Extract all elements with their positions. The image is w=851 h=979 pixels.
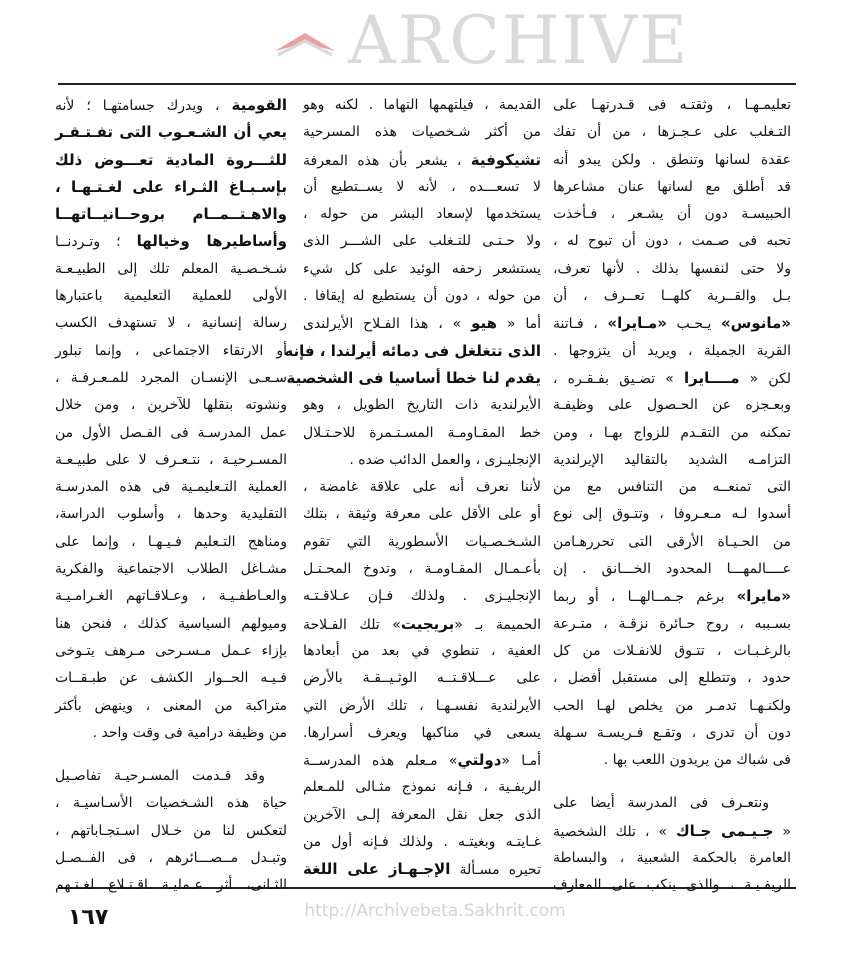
text: أما « — [497, 316, 541, 333]
text-line — [303, 201, 541, 228]
text: والعـاطفـيـة ، وعـلاقـاتهم الغـرامـيـة — [55, 588, 287, 605]
text: ولا حـتـى للتـغلب على الشـــر الذى — [303, 233, 541, 250]
text: رسالة إنسانية ، لا تستهدف الكسب — [55, 315, 287, 332]
text-line — [55, 556, 287, 583]
text: ، ويدرك جسامتهـا ؛ لأنه — [55, 98, 232, 114]
text-line — [55, 228, 287, 255]
bold-text: وأساطيرها وخيالها — [136, 232, 288, 251]
text: ونتعـرف فى المدرسة أيضا على — [553, 795, 769, 812]
text: بسـببه ، روح حـائرة نزقـة ، متـرعة — [553, 615, 791, 632]
text-line — [55, 92, 287, 119]
text: الحميمة بـ « — [454, 616, 541, 633]
bold-text: للثـــروة المادية تعـــوض ذلك — [55, 150, 287, 169]
text: العملية التـعليمـية فى هذه المدرسـة — [55, 479, 287, 496]
text-line — [55, 310, 287, 337]
bold-text: دولتي — [457, 751, 502, 770]
text-line — [303, 693, 541, 720]
text: وقد قـدمت المسـرحيـة تفاصـيل — [55, 768, 265, 785]
bold-text: تشيكوفية — [470, 150, 541, 169]
text: وتبـدل مــصـــائرهم ، فى الفــصـل — [55, 850, 287, 867]
text-line — [55, 720, 287, 747]
text-line — [55, 763, 287, 790]
text: قد أطلق مع لسانها عنان مشاعرها — [553, 178, 791, 195]
text-line — [303, 611, 541, 638]
text-line — [55, 338, 287, 365]
text-line — [303, 747, 541, 774]
text-line — [553, 392, 791, 419]
text: عقدة لسانها وتنطق . ولكن يبدو أنه — [553, 151, 791, 168]
text: ، فـاتنة — [553, 316, 608, 333]
text-line — [303, 802, 541, 829]
text-line — [303, 856, 541, 883]
text: دون أن تدرى ، وتقـع فـريسـة سـهلة — [553, 724, 791, 741]
bold-text: والاهـتــمــام بروحــانيــاتهــا — [55, 205, 287, 224]
text-line — [303, 720, 541, 747]
text: الحبيسـة دون أن يشـعر ، فـأخذت — [553, 206, 791, 223]
text-line — [553, 611, 791, 638]
text: من الحـيـاة الأرقى التى تحررهـامن — [553, 533, 791, 550]
text: حياة هذه الشـخصيات الأسـاسيـة ، — [55, 795, 287, 812]
text-line — [55, 474, 287, 501]
column-right — [553, 92, 791, 900]
text: الأولى للعملية التعليمية باعتبارها — [55, 288, 287, 305]
text-line — [303, 556, 541, 583]
text-line — [553, 529, 791, 556]
text: تمكنه من التقـدم للزواج بهـا ، ومن — [553, 424, 791, 441]
text: الأيرلندية ذات التاريخ الطويل ، وهو — [303, 397, 541, 414]
text: وميولهم السياسية كذلك ، فنحن هنا — [55, 615, 287, 632]
text: المسـرحيـة ، نتـعـرف لا على طبيـعـة — [55, 451, 287, 468]
text: يستشعر زحفه الوئيد على كل شيء — [303, 260, 541, 277]
text: وبعـجزه عن الحـصول على وظيفـة — [553, 397, 791, 414]
text-line — [303, 447, 541, 474]
bold-text: «مانوس» — [720, 314, 791, 333]
text-line — [286, 365, 541, 392]
text: بإزاء عـمل مـسـرحى مـرهف يتـوخى — [55, 642, 287, 659]
text-line — [553, 147, 791, 174]
text-line — [553, 92, 791, 119]
page-number: ١٦٧ — [68, 905, 109, 930]
text-line — [303, 501, 541, 528]
text: بأعـمـال المقـاومـة ، وتدوخ المحـتـل — [303, 561, 541, 578]
text: بـل والقــرية كلهــا تعــرف ، أن — [553, 288, 791, 305]
text: الريفـية ، فـإنه نموذج مثـالى للمـعلم — [303, 779, 541, 796]
text-line — [553, 720, 791, 747]
text-line — [55, 201, 287, 228]
text: ولا حتى لنفسها بذلك . لأنها تعرف، — [553, 260, 791, 277]
text-line — [55, 845, 287, 872]
text: القرية الجميلة ، ويريد أن يتزوجها . — [553, 342, 791, 359]
text: من حوله ، دون أن يستطيع له إيقافا . — [303, 288, 541, 305]
bold-text: «مـايرا» — [607, 314, 667, 333]
text-line — [55, 119, 287, 146]
bold-text: القومية — [231, 96, 287, 114]
text-line — [553, 790, 791, 817]
text: ، يشعر بأن هذه المعرفة — [303, 152, 471, 169]
bold-text: يقدم لنا خطا أساسيا فى الشخصية — [286, 368, 541, 387]
text: لا تسعـــده ، لأنه لا يســتطيع أن — [303, 178, 541, 195]
text: الإنجليـزى ، والعمل الدائب ضده . — [349, 451, 541, 468]
text-line — [55, 665, 287, 692]
text: القديمة ، فيلتهمها التهاما . لكنه وهو — [303, 97, 541, 113]
text-line — [553, 228, 791, 255]
text: التقليدية وحدها ، وأسلوب الدراسة، — [55, 506, 287, 523]
text: عمل المدرسـة فى الفـصل الأول من — [55, 424, 287, 441]
text: لأننا نعرف أنه على علاقة غامضة ، — [303, 479, 541, 496]
text: من أكثر شـخصيات هذه المسرحية — [303, 124, 541, 141]
text-line — [303, 583, 541, 610]
text-line — [553, 665, 791, 692]
text: متراكبة من المعنى ، وينهض بأكثر — [55, 697, 287, 714]
text: العفية ، تنطوي في بعد من أبعادها — [303, 642, 541, 659]
text-line — [553, 501, 791, 528]
watermark-word: ARCHIVE — [348, 2, 690, 79]
text-line — [303, 119, 541, 146]
text-line — [303, 310, 541, 337]
bold-text: الذى تتغلغل فى دمائه أيرلندا ، فإنه — [284, 341, 541, 360]
text: الإنجليـزى . ولذلك فـإن عـلاقـتـه — [303, 588, 541, 605]
text: تعليمـهـا ، وثقتـه فى قـدرتهـا على — [553, 97, 791, 113]
text-line — [303, 474, 541, 501]
text-line — [55, 583, 287, 610]
text-line — [553, 638, 791, 665]
text-line — [303, 92, 541, 119]
text: أمـا « — [501, 753, 541, 770]
text-line — [553, 256, 791, 283]
text-line — [553, 119, 791, 146]
text: » مـعلم هذه المدرســة — [303, 753, 458, 770]
text: أو الارتقاء الاجتماعى ، وإنما تبلور — [55, 342, 287, 359]
watermark — [270, 4, 689, 78]
text-line — [553, 556, 791, 583]
text: يستخدمها لإسعاد البشر من حوله ، — [303, 206, 541, 223]
text-line — [55, 501, 287, 528]
text-line — [553, 174, 791, 201]
text-line — [55, 147, 287, 174]
bold-text: بإسـبـاغ الثـراء على لغـتـهـا ، — [55, 177, 287, 196]
text: ومناهج التـعليم فـيـهـا ، وإنما على — [55, 533, 287, 550]
watermark-url: http://Archivebeta.Sakhrit.com — [304, 901, 566, 921]
text: « — [773, 823, 791, 840]
text-line — [553, 338, 791, 365]
text-line — [553, 447, 791, 474]
archive-book-logo-icon — [270, 21, 340, 61]
text: فى شباك من يريدون اللعب بها . — [603, 752, 791, 769]
bold-text: الإجـهـاز على اللغة — [303, 860, 451, 879]
text: » تلك الفـلاحة — [303, 616, 401, 633]
text: على عـــلاقـتــه الوثـيــقـة بالأرض — [303, 670, 541, 687]
text: التزامـه الشديد بالتقاليد الإيرلندية — [553, 451, 791, 468]
text: لكن « — [739, 370, 791, 387]
text-line — [553, 365, 791, 392]
text: الأيرلندية نفسـهـا ، تلك الأرض التي — [303, 697, 541, 714]
text: خط المقـاومـة المسـتـمرة للاحـتـلال — [303, 424, 541, 441]
text: ولكنـهـا تدمـر من يخلص لهـا الحب — [553, 697, 791, 714]
text: برغم جـمــالهــا ، أو ربما — [553, 589, 737, 606]
text-line — [55, 365, 287, 392]
text-line — [303, 256, 541, 283]
text: لتعكس لنا من خـلال اسـتجـاباتهم ، — [55, 822, 287, 839]
text-line — [553, 818, 791, 845]
text: شـخـصـية المعلم تلك إلى الطبيـعـة — [55, 260, 287, 277]
text-line — [303, 829, 541, 856]
text-line — [303, 147, 541, 174]
text: ؛ وتـردنــا — [55, 234, 137, 251]
text-line — [55, 256, 287, 283]
text-line — [553, 283, 791, 310]
text-line — [55, 174, 287, 201]
text: غـايتـه وبغيتـه . ولذلك فـإنه أول من — [303, 834, 541, 851]
text-line — [55, 790, 287, 817]
text: يـحـب — [666, 316, 721, 333]
text: الذى جعل نقل المعرفة إلـى الآخرين — [303, 806, 541, 823]
text: يسعى في مناكبها ويعرف أسرارها. — [303, 724, 541, 741]
text: من وظيفة درامية فى وقت واحد . — [92, 724, 287, 741]
bold-text: هيو — [471, 314, 498, 333]
text: ونشوته بنقلها للآخرين ، ومن خلال — [55, 397, 287, 414]
text-line — [553, 201, 791, 228]
text-line — [55, 420, 287, 447]
text-line — [303, 665, 541, 692]
text-line — [303, 774, 541, 801]
text-line — [55, 529, 287, 556]
text: التـغلب على عـجـزها ، من أن تفك — [553, 124, 791, 141]
text: حدود ، وتتطلع إلى مستقبل أفضل ، — [553, 670, 791, 687]
text-line — [55, 611, 287, 638]
text-line — [303, 174, 541, 201]
text: الشـخـصـيات الأسطورية التي تقوم — [303, 533, 541, 550]
text: تحيره مسـألة — [450, 862, 541, 879]
text-line — [553, 845, 791, 872]
bold-text: «مايرا» — [736, 587, 791, 606]
text: فـيـه الحــوار الكشف عن طبـقــات — [55, 670, 287, 687]
text-line — [55, 392, 287, 419]
text: » ، تلك الشخصية — [553, 823, 676, 840]
bold-text: مــــايرا — [683, 368, 740, 387]
text: الثـانى، أثر عـمليـة اقـتـلاع لغـتـهم — [55, 877, 287, 894]
text-line — [303, 529, 541, 556]
text-line — [55, 283, 287, 310]
text: » ، هذا الفـلاح الأيرلندى — [303, 316, 472, 333]
text: تحبه فى صـمت ، دون أن تبوح له ، — [553, 233, 791, 250]
column-middle — [284, 92, 541, 884]
text-line — [55, 818, 287, 845]
text-line — [303, 392, 541, 419]
text: مشـاغل الطلاب الاجتماعية والفكرية — [55, 561, 287, 578]
text-line — [303, 283, 541, 310]
text-line — [303, 228, 541, 255]
text-line — [553, 872, 791, 899]
text-line — [553, 747, 791, 774]
text: العامرة بالحكمة الشعبية ، والبساطة — [553, 850, 791, 867]
text: بالرغـبـات ، تتـوق للانفـلات من كل — [553, 642, 791, 659]
bold-text: بريجيت — [400, 614, 455, 633]
text: أسدوا لـه مـعـروفا ، وتتـوق إلى نوع — [553, 506, 791, 523]
text-line — [553, 420, 791, 447]
column-left — [55, 92, 287, 900]
text: أو على الأقل على معرفة وثيقة ، بتلك — [303, 506, 541, 523]
text-line — [55, 872, 287, 899]
text: التى تمنعــه من التنافس مع من — [553, 479, 791, 496]
text-line — [553, 474, 791, 501]
text: » تضـيق بفـقـره ، — [553, 370, 684, 387]
text-line — [303, 420, 541, 447]
text-line — [553, 583, 791, 610]
bold-text: يعي أن الشـعـوب التى تفـتـقـر — [55, 123, 287, 142]
text-line — [303, 638, 541, 665]
text-line — [55, 638, 287, 665]
text-line — [284, 338, 541, 365]
text: عــــالمهـــا المحدود الخـــانق . إن — [553, 561, 791, 578]
text-line — [553, 693, 791, 720]
text-line — [55, 447, 287, 474]
bold-text: جـيـمى جـاك — [675, 821, 774, 840]
text: سـعـى الإنسـان المجرد للمـعـرفـة ، — [55, 369, 287, 386]
text-line — [55, 693, 287, 720]
text: الريفـيـة ، والذى ينكب على المعارف — [553, 877, 791, 894]
top-rule — [58, 83, 796, 85]
text-line — [553, 310, 791, 337]
